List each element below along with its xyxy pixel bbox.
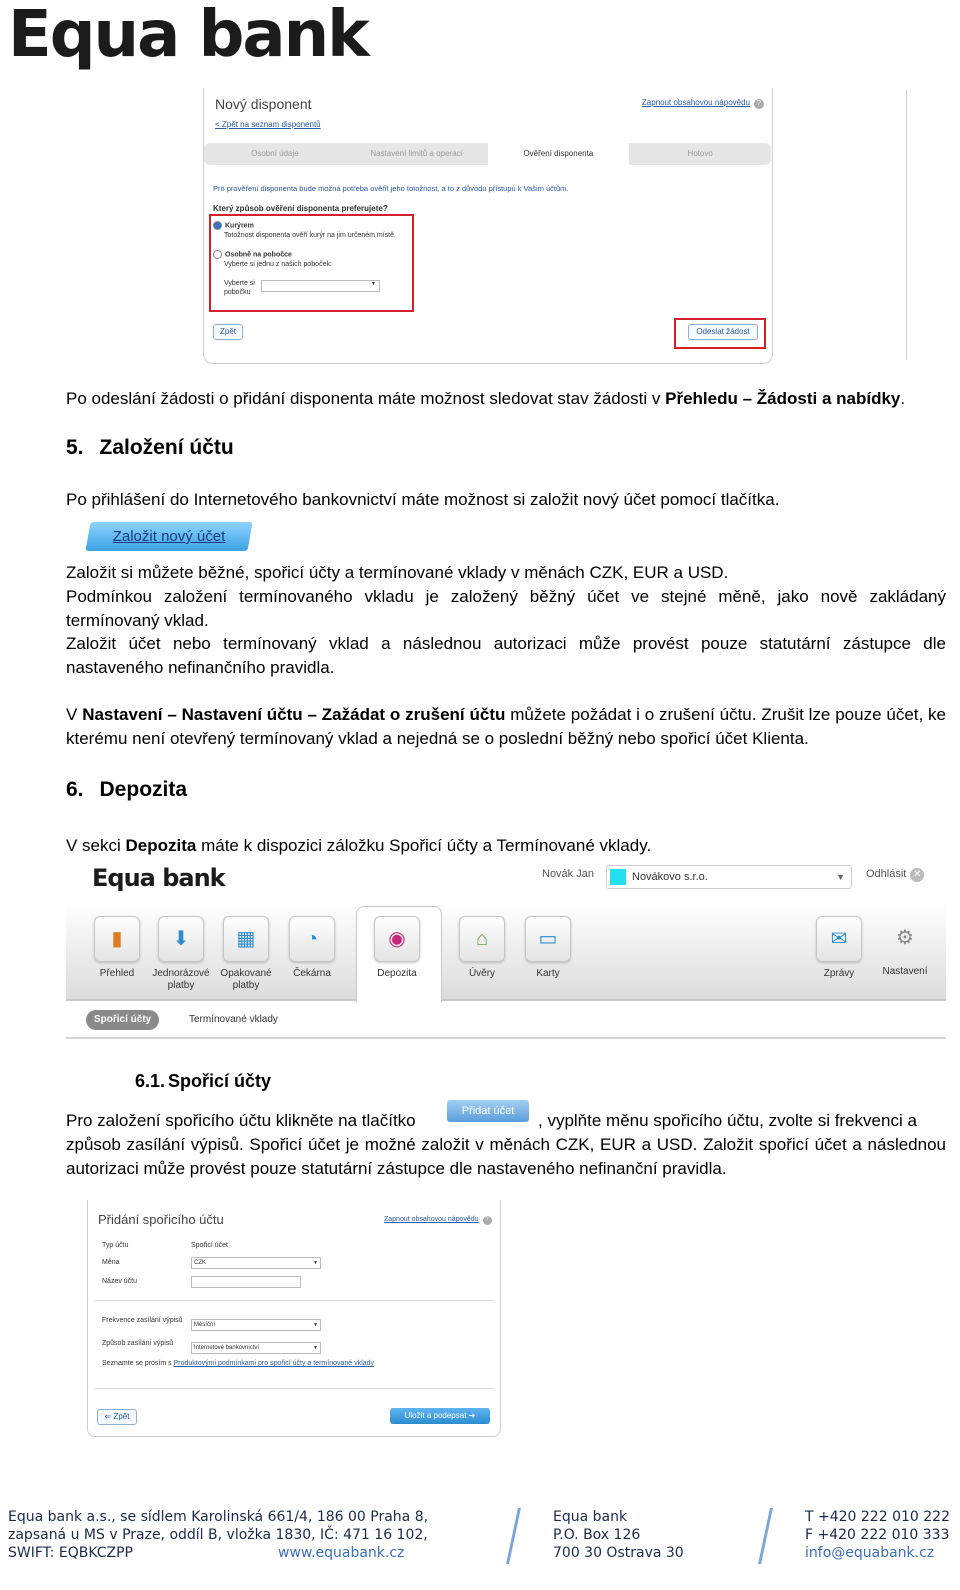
step-done: Hotovo [687, 149, 713, 158]
heading-6-number: 6. [66, 778, 84, 801]
clock-icon: ◔ [289, 916, 335, 962]
percent-house-icon: ⌂ [459, 916, 505, 962]
footer-phone: T +420 222 010 222 [805, 1509, 950, 1525]
heading-6-1 [135, 1071, 271, 1092]
method-label: Způsob zasílání výpisů [102, 1340, 174, 1347]
chevron-down-icon: ▼ [313, 1345, 318, 1351]
footer-divider [758, 1508, 773, 1564]
internet-banking-screenshot [66, 858, 946, 1038]
nav-messages-label: Zprávy [823, 968, 855, 979]
tab-savings-accounts[interactable]: Spořicí účty [86, 1010, 159, 1030]
new-account-button[interactable] [85, 522, 252, 551]
paragraph-term-deposit: Podmínkou založení termínovaného vkladu je založený běžný účet ve stejné měně, jako nově zakládaný termínovaný vklad. [66, 587, 946, 630]
chart-icon: ▮ [94, 916, 140, 962]
company-name: Novákovo s.r.o. [632, 871, 708, 883]
question-icon: ? [483, 1216, 492, 1225]
nav-settings[interactable] [874, 916, 936, 978]
nav-deposits[interactable] [366, 916, 428, 980]
p6-post: můžete požádat i o zrušení účtu. Zrušit lze pouze účet, ke kterému není otevřený termínovaný vklad a nejedná se o poslední běžný nebo spořicí účet Klienta. [66, 705, 947, 748]
send-request-button[interactable]: Odeslat žádost [688, 324, 758, 340]
step-personal: Osobní údaje [251, 149, 299, 158]
footer-swift-row [8, 1544, 428, 1562]
add-account-button[interactable]: Přidat účet [447, 1100, 529, 1122]
p7-post: máte k dispozici záložku Spořicí účty a Termínované vklady. [196, 836, 652, 855]
terms-link[interactable]: Produktovými podmínkami pro spořicí účty a termínované vklady [173, 1360, 374, 1367]
paragraph-request-status [66, 387, 946, 411]
verification-info: Pro prověření disponenta bude možná potřeba ověřit jeho totožnost, a to z důvodu přístupu k Vašim účtům. [213, 184, 569, 193]
help-link[interactable] [384, 1216, 492, 1225]
heading-6-title: Depozita [99, 778, 188, 801]
paragraph-create-account: Po přihlášení do Internetového bankovnictví máte možnost si založit nový účet pomocí tlačítka. [66, 490, 780, 509]
chevron-down-icon: ▼ [836, 872, 845, 882]
p6-bold: Nastavení – Nastavení účtu – Zažádat o zrušení účtu [82, 705, 506, 724]
option-courier-title: Kurýrem [225, 222, 254, 230]
p1-text: Po odeslání žádosti o přidání disponenta máte možnost sledovat stav žádosti v [66, 389, 666, 408]
calendar-icon: ▦ [223, 916, 269, 962]
heading-5 [66, 436, 234, 460]
footer-swift: SWIFT: EQBKCZPP [8, 1545, 133, 1561]
company-select[interactable] [606, 865, 852, 889]
nav-waiting-room[interactable] [281, 916, 343, 980]
nav-loans[interactable] [451, 916, 513, 980]
chevron-down-icon: ▼ [371, 281, 376, 287]
help-link-label[interactable]: Zapnout obsahovou nápovědu [641, 98, 750, 107]
heading-5-title: Založení účtu [99, 436, 234, 459]
nav-single-payments-label: Jednorázové platby [152, 968, 210, 991]
gear-icon: ⚙ [896, 927, 914, 949]
option-courier-desc: Totožnost disponenta ověří kurýr na jim určeném místě. [224, 232, 396, 239]
verification-question: Který způsob ověření disponenta preferujete? [213, 204, 388, 213]
arrow-down-icon: ⬇ [158, 916, 204, 962]
form-separator-2 [94, 1388, 494, 1389]
type-value: Spořicí účet [191, 1242, 228, 1249]
help-link-label[interactable]: Zapnout obsahovou nápovědu [384, 1216, 479, 1223]
p8-first: Pro založení spořicího účtu klikněte na tlačítko [66, 1111, 416, 1130]
step-verification: Ověření disponenta [488, 143, 630, 165]
footer-city: 700 30 Ostrava 30 [553, 1545, 684, 1561]
new-account-button-label[interactable]: Založit nový účet [112, 528, 226, 545]
back-button[interactable] [97, 1409, 137, 1425]
frequency-value: Měsíční [194, 1322, 216, 1328]
envelope-icon: ✉ [816, 916, 862, 962]
paragraph-deposits [66, 834, 946, 858]
nav-deposits-label: Depozita [377, 968, 417, 979]
new-disponent-screenshot [203, 88, 773, 364]
frequency-label: Frekvence zasílání výpisů [102, 1317, 183, 1324]
paragraph-savings-account: způsob zasílání výpisů. Spořicí účet je možné založit v měnách CZK, EUR a USD. Založit spořicí účet a následnou autorizaci může provést pouze statutární zástupce dle nastaveného nefinanční pravidla. [66, 1135, 946, 1178]
p1-bold: Přehledu – Žádosti a nabídky [665, 389, 901, 408]
option-branch[interactable] [213, 250, 292, 259]
method-value: Internetové bankovnictví [194, 1345, 260, 1351]
paragraph-authorization: Založit účet nebo termínovaný vklad a následnou autorizaci může provést pouze statutární zástupce dle nastaveného nefinančního pravidla. [66, 634, 946, 677]
footer-postal [553, 1508, 684, 1562]
radio-branch-icon[interactable] [213, 250, 222, 259]
card-icon: ▭ [525, 916, 571, 962]
footer-website-link[interactable]: www.equabank.cz [278, 1545, 405, 1561]
p8-second: , vyplňte měnu spořicího účtu, zvolte si frekvenci a [538, 1111, 917, 1130]
footer-company-info [8, 1508, 428, 1562]
method-select[interactable] [191, 1342, 321, 1354]
p1-end: . [900, 389, 906, 408]
arrow-right-icon: ➜ [466, 1411, 476, 1420]
name-label: Název účtu [102, 1278, 138, 1285]
save-and-sign-label[interactable]: Uložit a podepsat [404, 1411, 467, 1420]
app-logo: Equa bank [92, 864, 225, 892]
nav-single-payments[interactable] [150, 916, 212, 992]
chevron-down-icon: ▼ [313, 1260, 318, 1266]
wizard-steps [204, 143, 771, 165]
p7-bold: Depozita [125, 836, 197, 855]
divider-line [906, 90, 907, 360]
type-label: Typ účtu [102, 1242, 129, 1249]
branch-select-label: Vyberte si pobočku [224, 280, 255, 296]
step-limits: Nastavení limitů a operací [370, 149, 463, 158]
nav-loans-label: Úvěry [468, 968, 496, 979]
terms-text [102, 1360, 374, 1367]
help-link[interactable] [642, 98, 764, 109]
user-name: Novák Jan [542, 868, 594, 880]
option-courier[interactable] [213, 221, 254, 230]
question-icon: ? [754, 99, 764, 109]
form-separator [94, 1300, 494, 1301]
paragraph-cancel-account [66, 703, 946, 751]
save-and-sign-button[interactable] [390, 1408, 490, 1424]
equa-bank-logo: Equa bank [8, 0, 368, 72]
back-button-label[interactable]: Zpět [113, 1412, 130, 1421]
tab-term-deposits[interactable]: Termínované vklady [189, 1014, 278, 1025]
footer-bank-name: Equa bank [553, 1509, 628, 1525]
name-input[interactable] [191, 1276, 301, 1288]
company-color-swatch [610, 869, 626, 885]
back-to-list-link[interactable]: < Zpět na seznam disponentů [215, 120, 321, 129]
footer-address: Equa bank a.s., se sídlem Karolinská 661/4, 186 00 Praha 8, [8, 1509, 429, 1525]
close-icon: ✕ [910, 868, 924, 882]
footer-registration: zapsaná u MS v Praze, oddíl B, vložka 1830, IČ: 471 16 102, [8, 1527, 428, 1543]
safe-icon: ◉ [374, 916, 420, 962]
add-savings-account-screenshot [87, 1200, 501, 1437]
nav-messages[interactable] [808, 916, 870, 980]
sub-tabs [66, 1002, 946, 1038]
divider [66, 1037, 946, 1039]
option-branch-desc: Vyberte si jednu z našich poboček: [224, 261, 332, 268]
nav-cards-label: Karty [536, 968, 560, 979]
p7-pre: V sekci [66, 836, 126, 855]
nav-overview[interactable] [86, 916, 148, 980]
frequency-select[interactable] [191, 1319, 321, 1331]
nav-waiting-room-label: Čekárna [293, 968, 331, 979]
currency-value: CZK [194, 1260, 206, 1266]
footer-email-link[interactable]: info@equabank.cz [805, 1545, 935, 1561]
heading-6-1-number: 6.1. [135, 1071, 166, 1091]
nav-settings-label: Nastavení [882, 966, 928, 977]
currency-label: Měna [102, 1259, 120, 1266]
paragraph-currencies: Založit si můžete běžné, spořicí účty a termínované vklady v měnách CZK, EUR a USD. [66, 563, 729, 582]
p6-pre: V [66, 705, 83, 724]
footer-po-box: P.O. Box 126 [553, 1527, 641, 1543]
nav-recurring-payments[interactable] [215, 916, 277, 992]
screenshot-title: Nový disponent [215, 96, 312, 112]
radio-courier-icon[interactable] [213, 221, 222, 230]
heading-5-number: 5. [66, 436, 84, 459]
branch-select[interactable] [261, 280, 380, 292]
arrow-left-icon: ⇐ [104, 1412, 114, 1421]
nav-cards[interactable] [517, 916, 579, 980]
footer-divider [506, 1508, 521, 1564]
heading-6 [66, 778, 187, 802]
screenshot-title: Přidání spořicího účtu [98, 1212, 224, 1227]
footer-contact [805, 1508, 950, 1562]
back-button[interactable]: Zpět [213, 324, 243, 340]
logout-button[interactable] [866, 868, 924, 882]
terms-pre: Seznamte se prosím s [102, 1360, 174, 1367]
chevron-down-icon: ▼ [313, 1322, 318, 1328]
footer-fax: F +420 222 010 333 [805, 1527, 950, 1543]
nav-recurring-payments-label: Opakované platby [220, 968, 272, 991]
option-branch-title: Osobně na pobočce [225, 251, 292, 259]
currency-select[interactable] [191, 1257, 321, 1269]
logout-label[interactable]: Odhlásit [866, 868, 907, 880]
nav-overview-label: Přehled [99, 968, 135, 979]
heading-6-1-title: Spořicí účty [168, 1071, 272, 1091]
